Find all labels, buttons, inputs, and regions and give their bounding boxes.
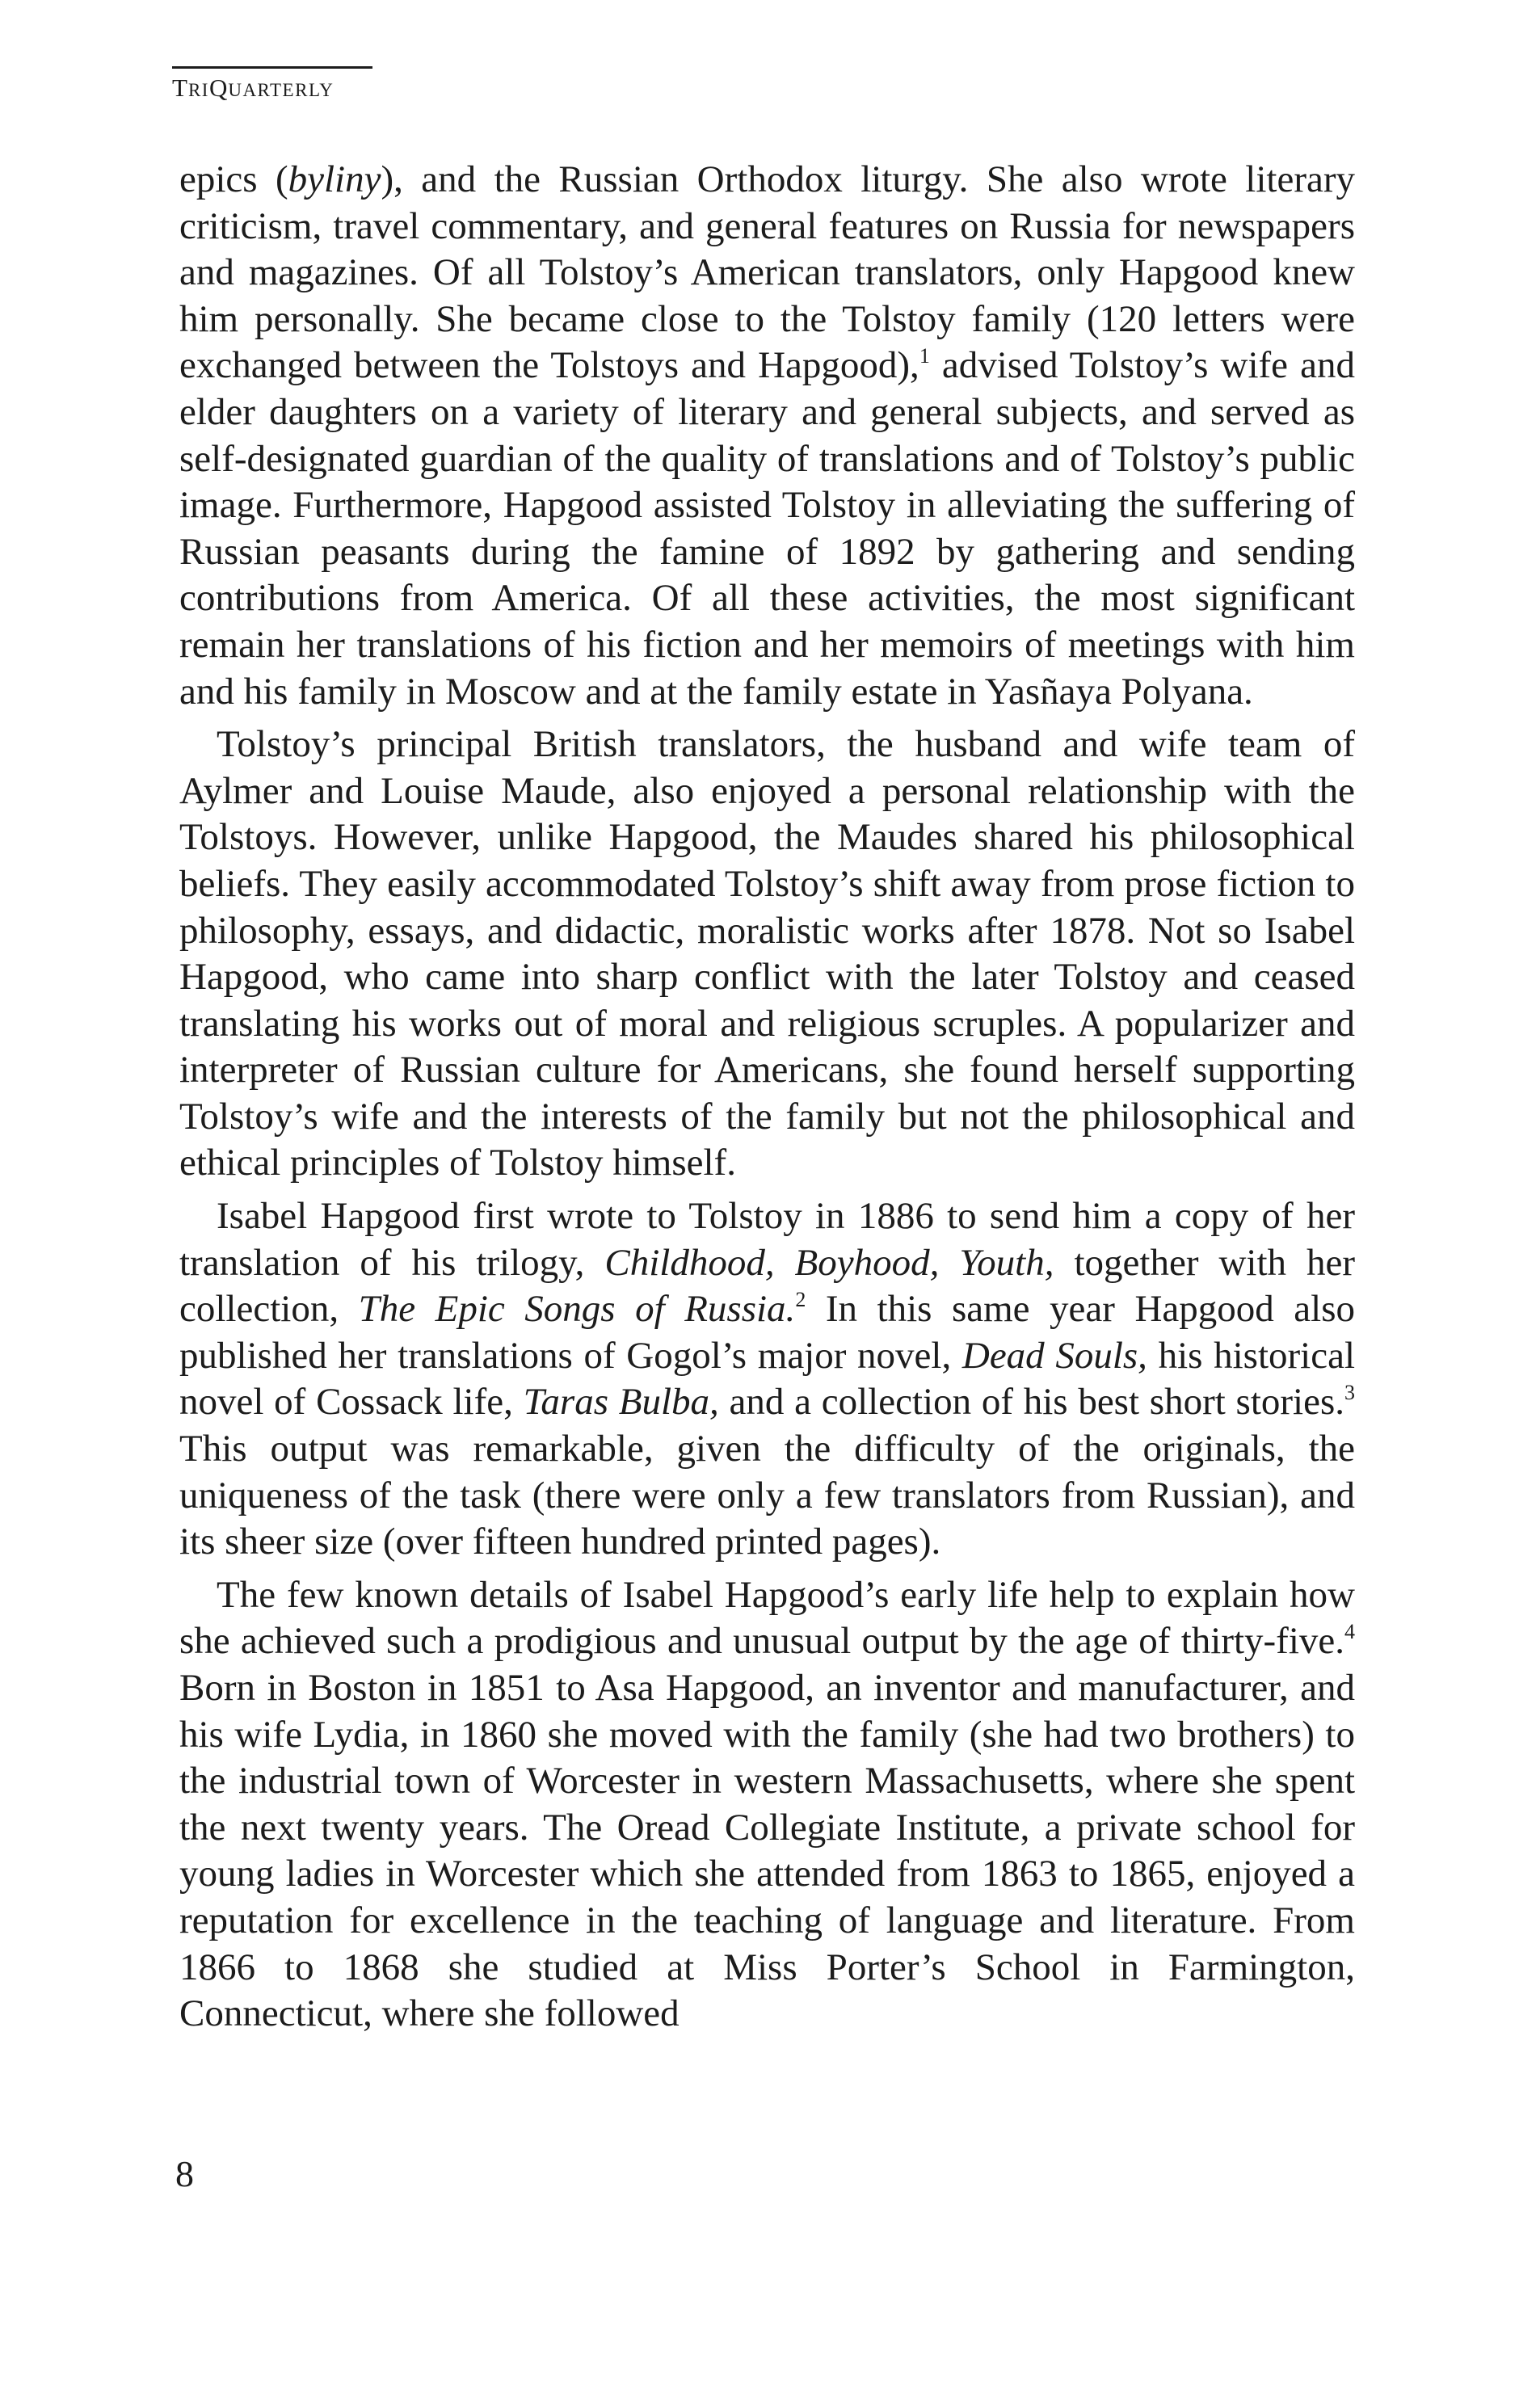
paragraph-3-italic-taras-bulba: Taras Bulba,: [523, 1381, 719, 1424]
footnote-ref-3: 3: [1344, 1381, 1355, 1405]
running-head-letter-t: T: [172, 74, 188, 102]
paragraph-3-text-e: and a collection of his best short stories.: [718, 1381, 1344, 1424]
paragraph-3-text-b: together with her collection,: [179, 1241, 1356, 1331]
paragraph-1-text-b: ), and the Russian Orthodox liturgy. She also wrote literary criticism, travel commentary, and general features on Russia for newspapers and magazines. Of all Tolstoy’s American translators, only Hapgood knew him personally. She became close to the Tolstoy family (120 letters were exchanged between the Tolstoys and Hapgood),: [179, 158, 1355, 387]
paragraph-4-text-b: Born in Boston in 1851 to Asa Hapgood, an inventor and manufacturer, and his wife Lydia, in 1860 she moved with the family (she had two brothers) to the industrial town of Worcester in western Massachusetts, where she spent the next twenty years. The Oread Collegiate Institute, a private school for young ladies in Worcester which she attended from 1863 to 1865, enjoyed a reputation for excellence in the teaching of language and literature. From 1866 to 1868 she studied at Miss Porter’s School in Farmington, Connecticut, where she followed: [179, 1667, 1355, 2035]
paragraph-4-text-a: The few known details of Isabel Hapgood’s early life help to explain how she achieved such a prodigious and unusual output by the age of thirty-five.: [179, 1573, 1355, 1663]
paragraph-3-italic-trilogy: Childhood, Boyhood, Youth,: [604, 1241, 1054, 1284]
footnote-ref-1: 1: [919, 344, 930, 368]
running-head-letters-rest: UARTERLY: [228, 80, 335, 100]
paragraph-2-text: Tolstoy’s principal British translators, the husband and wife team of Aylmer and Louise Maude, also enjoyed a personal relationship with the Tolstoys. However, unlike Hapgood, the Maudes shared his philosophical beliefs. They easily accommodated Tolstoy’s shift away from prose fiction to philosophy, essays, and didactic, moralistic works after 1878. Not so Isabel Hapgood, who came into sharp conflict with the later Tolstoy and ceased translating his works out of moral and religious scruples. A popularizer and interpreter of Russian culture for Americans, she found herself supporting Tolstoy’s wife and the interests of the family but not the philosophical and ethical principles of Tolstoy himself.: [179, 723, 1355, 1184]
paragraph-1-text-c: advised Tolstoy’s wife and elder daughters on a variety of literary and general subjects, and served as self-designated guardian of the quality of translations and of Tolstoy’s public image. Furthermore, Hapgood assisted Tolstoy in alleviating the suffering of Russian peasants during the famine of 1892 by gathering and sending contributions from America. Of all these activities, the most significant remain her translations of his fiction and her memoirs of meetings with him and his family in Moscow and at the family estate in Yasñaya Polyana.: [179, 344, 1355, 713]
paragraph-1: [179, 157, 1355, 715]
body-text: [179, 157, 1355, 2038]
paragraph-3-text-d: his historical novel of Cossack life,: [179, 1334, 1355, 1424]
paragraph-2: [179, 721, 1355, 1187]
paragraph-3: [179, 1193, 1355, 1566]
running-head-letter-q: Q: [208, 74, 229, 102]
footnote-ref-4: 4: [1344, 1620, 1355, 1644]
running-head-letters-ri: RI: [187, 80, 209, 100]
paragraph-3-text-f: This output was remarkable, given the difficulty of the originals, the uniqueness of the task (there were only a few translators from Russian), and its sheer size (over fifteen hundred printed pages).: [179, 1428, 1355, 1563]
paragraph-4: [179, 1572, 1355, 2038]
running-head: [172, 66, 372, 100]
footnote-ref-2: 2: [795, 1288, 806, 1312]
paragraph-1-italic-byliny: byliny: [288, 158, 381, 200]
paragraph-1-text-a: epics (: [179, 158, 288, 200]
paragraph-3-text-c: In this same year Hapgood also published her translations of Gogol’s major novel,: [179, 1288, 1356, 1377]
paragraph-3-italic-dead-souls: Dead Souls,: [961, 1334, 1147, 1377]
page-number: 8: [175, 2153, 194, 2194]
paragraph-3-italic-epic-songs: The Epic Songs of Russia.: [358, 1288, 796, 1331]
paragraph-3-text-a: Isabel Hapgood first wrote to Tolstoy in 1886 to send him a copy of her translation of his trilogy,: [179, 1195, 1355, 1284]
